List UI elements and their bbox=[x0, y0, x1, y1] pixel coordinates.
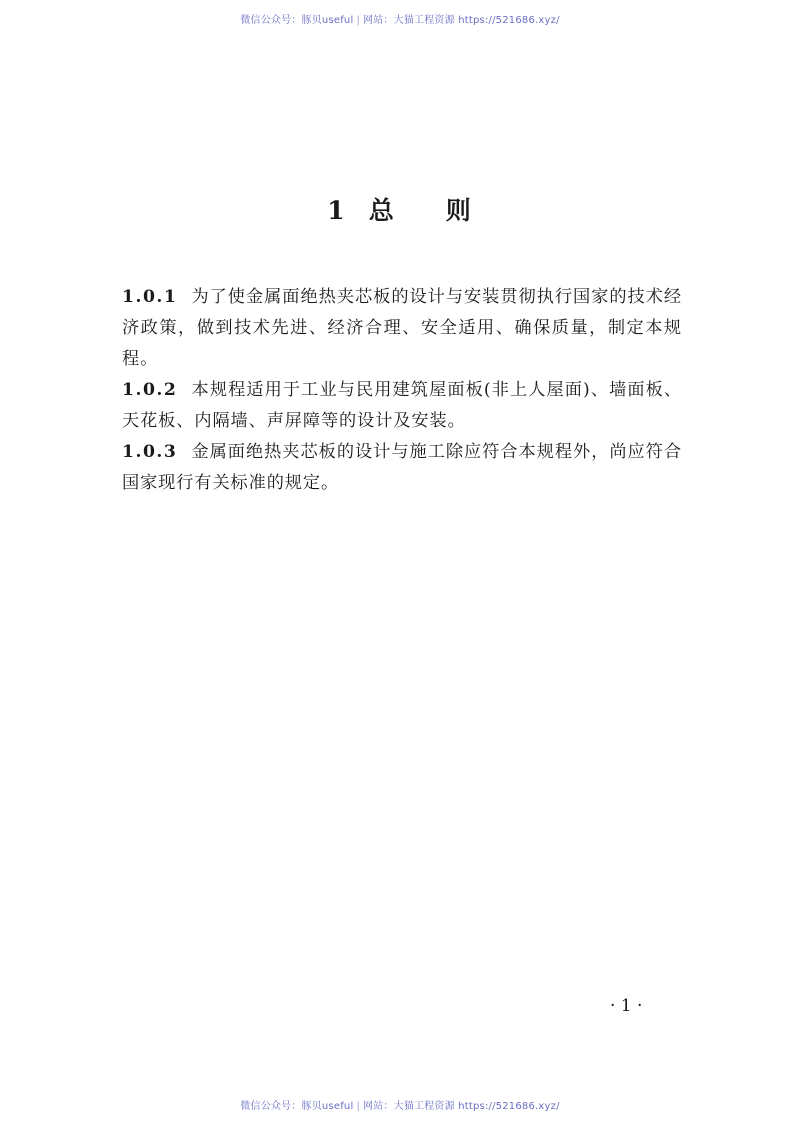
watermark-separator: | bbox=[356, 1101, 361, 1112]
clause-text: 金属面绝热夹芯板的设计与施工除应符合本规程外，尚应符合国家现行有关标准的规定。 bbox=[122, 442, 682, 493]
chapter-title bbox=[0, 191, 800, 227]
clause-1-0-2 bbox=[122, 375, 682, 437]
page-number: · 1 · bbox=[610, 996, 643, 1016]
watermark-bottom bbox=[0, 1097, 800, 1112]
watermark-wechat: 微信公众号：豚贝useful bbox=[240, 15, 354, 26]
chapter-number: 1 bbox=[327, 196, 347, 225]
clause-1-0-1 bbox=[122, 282, 682, 375]
clause-text: 本规程适用于工业与民用建筑屋面板(非上人屋面)、墙面板、天花板、内隔墙、声屏障等的设计及安装。 bbox=[122, 380, 682, 431]
chapter-title-char-1: 总 bbox=[368, 196, 396, 225]
watermark-site: 网站：大猫工程资源 https://521686.xyz/ bbox=[363, 15, 560, 26]
clause-number: 1.0.3 bbox=[122, 442, 178, 462]
watermark-top bbox=[0, 11, 800, 26]
chapter-title-char-2: 则 bbox=[445, 196, 473, 225]
chapter-body bbox=[122, 282, 682, 499]
clause-number: 1.0.1 bbox=[122, 287, 178, 307]
clause-text: 为了使金属面绝热夹芯板的设计与安装贯彻执行国家的技术经济政策，做到技术先进、经济合理、安全适用、确保质量，制定本规程。 bbox=[122, 287, 682, 369]
watermark-separator: | bbox=[356, 15, 361, 26]
clause-number: 1.0.2 bbox=[122, 380, 178, 400]
watermark-site: 网站：大猫工程资源 https://521686.xyz/ bbox=[363, 1101, 560, 1112]
clause-1-0-3 bbox=[122, 437, 682, 499]
watermark-wechat: 微信公众号：豚贝useful bbox=[240, 1101, 354, 1112]
